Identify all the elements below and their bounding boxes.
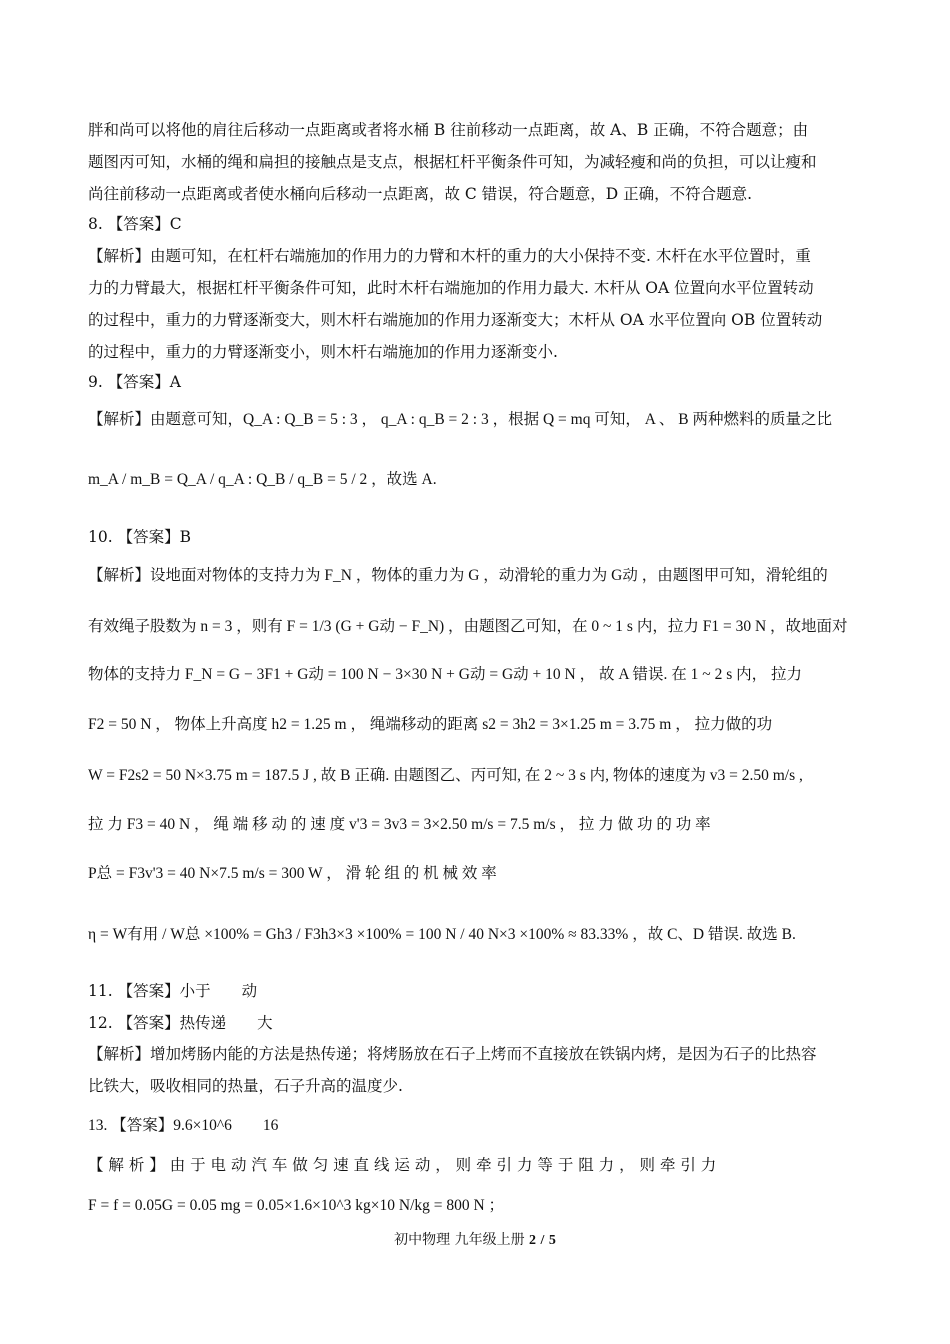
answer-8: 8. 【答案】C [88, 215, 182, 233]
text-line: 的过程中，重力的力臂逐渐变大，则木杆右端施加的作用力逐渐变大；木杆从 OA 水平位置向 OB 位置转动 [88, 311, 823, 329]
text-line: 题图丙可知，水桶的绳和扁担的接触点是支点，根据杠杆平衡条件可知，为减轻瘦和尚的负担，可以让瘦和 [88, 153, 817, 171]
page-separator: / [540, 1233, 545, 1248]
text-line: 尚往前移动一点距离或者使水桶向后移动一点距离，故 C 错误，符合题意，D 正确，不符合题意. [88, 185, 752, 203]
page-total: 5 [548, 1233, 556, 1248]
equation-line: m_A / m_B = Q_A / q_A : Q_B / q_B = 5 / 2 ，故选 A. [88, 471, 437, 488]
footer-label: 初中物理 九年级上册 [394, 1232, 525, 1248]
answer-10: 10. 【答案】B [88, 528, 191, 546]
text-line: 的过程中，重力的力臂逐渐变小，则木杆右端施加的作用力逐渐变小. [88, 343, 558, 361]
text-line: 力的力臂最大，根据杠杆平衡条件可知，此时木杆右端施加的作用力最大. 木杆从 OA 位置向水平位置转动 [88, 279, 814, 297]
answer-13: 13. 【答案】9.6×10^6 16 [88, 1117, 279, 1134]
equation-line: F = f = 0.05G = 0.05 mg = 0.05×1.6×10^3 kg×10 N/kg = 800 N ； [88, 1197, 505, 1214]
answer-9: 9. 【答案】A [88, 373, 181, 391]
text-line: 比铁大，吸收相同的热量，石子升高的温度少. [88, 1077, 403, 1095]
text-line: 【解析】增加烤肠内能的方法是热传递；将烤肠放在石子上烤而不直接放在铁锅内烤，是因为石子的比热容 [88, 1045, 817, 1063]
text-line: F2 = 50 N ， 物体上升高度 h2 = 1.25 m ， 绳端移动的距离 s2 = 3h2 = 3×1.25 m = 3.75 m ， 拉力做的功 [88, 716, 773, 733]
text-line: 【解析】设地面对物体的支持力为 F_N ，物体的重力为 G ，动滑轮的重力为 G动 ，由题图甲可知，滑轮组的 [88, 567, 828, 584]
text-line: P总 = F3v'3 = 40 N×7.5 m/s = 300 W ， 滑 轮 组 的 机 械 效 率 [88, 865, 497, 882]
text-line: 拉 力 F3 = 40 N ， 绳 端 移 动 的 速 度 v'3 = 3v3 = 3×2.50 m/s = 7.5 m/s ， 拉 力 做 功 的 功 率 [88, 816, 711, 833]
text-line: 【解析】由题可知，在杠杆右端施加的作用力的力臂和木杆的重力的大小保持不变. 木杆在水平位置时，重 [88, 247, 811, 265]
page-footer [0, 1229, 950, 1249]
answer-12: 12. 【答案】热传递 大 [88, 1014, 273, 1032]
answer-11: 11. 【答案】小于 动 [88, 982, 258, 1000]
text-line: 物体的支持力 F_N = G − 3F1 + G动 = 100 N − 3×30 N + G动 = G动 + 10 N ， 故 A 错误. 在 1 ~ 2 s 内， 拉力 [88, 666, 802, 683]
page-number: 2 [529, 1233, 537, 1248]
text-line: 胖和尚可以将他的肩往后移动一点距离或者将水桶 B 往前移动一点距离，故 A、B 正确，不符合题意；由 [88, 121, 809, 139]
document-page [88, 0, 866, 1344]
text-line: 有效绳子股数为 n = 3 ，则有 F = 1/3 (G + G动 − F_N) ，由题图乙可知，在 0 ~ 1 s 内，拉力 F1 = 30 N ，故地面对 [88, 618, 848, 635]
text-line: 【 解 析 】 由 于 电 动 汽 车 做 匀 速 直 线 运 动 ， 则 牵 引 力 等 于 阻 力 ， 则 牵 引 力 [88, 1156, 717, 1174]
equation-line: η = W有用 / W总 ×100% = Gh3 / F3h3×3 ×100% = 100 N / 40 N×3 ×100% ≈ 83.33% ，故 C、D 错误. 故选 B. [88, 926, 796, 943]
text-line: W = F2s2 = 50 N×3.75 m = 187.5 J , 故 B 正确. 由题图乙、丙可知, 在 2 ~ 3 s 内, 物体的速度为 v3 = 2.50 m/s , [88, 767, 803, 784]
text-line: 【解析】由题意可知，Q_A : Q_B = 5 : 3 ， q_A : q_B = 2 : 3 ，根据 Q = mq 可知， A 、 B 两种燃料的质量之比 [88, 411, 832, 428]
